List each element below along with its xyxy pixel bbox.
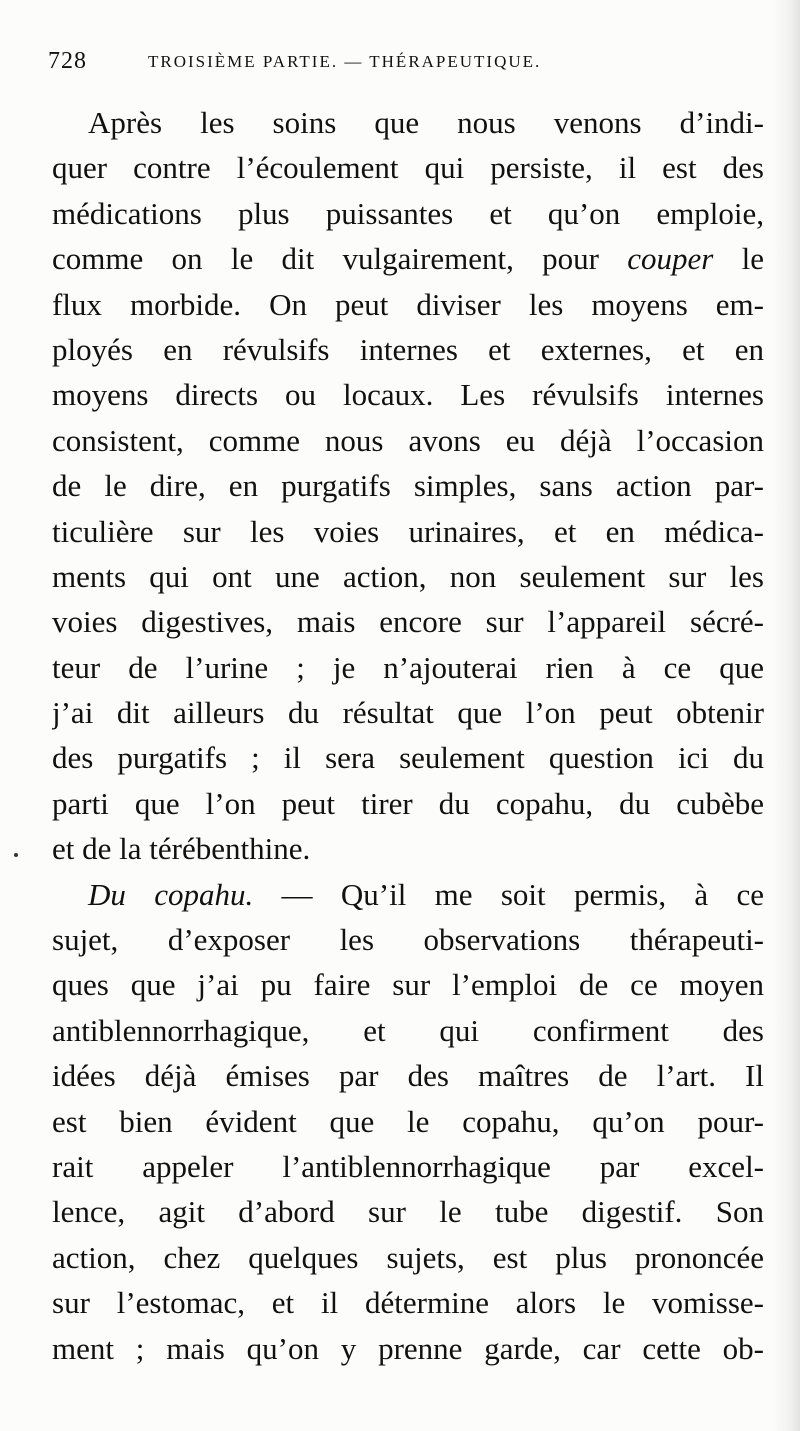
ink-speck: [14, 853, 18, 857]
text-line: flux morbide. On peut diviser les moyens em-: [52, 286, 764, 322]
text-segment: — Qu’il me soit permis, à ce: [253, 876, 764, 912]
text-line: de le dire, en purgatifs simples, sans action par-: [52, 468, 764, 504]
italic-word: couper: [627, 241, 714, 277]
text-line: des purgatifs ; il sera seulement question ici du: [52, 740, 764, 776]
text-line: consistent, comme nous avons eu déjà l’occasion: [52, 422, 764, 458]
text-line: lence, agit d’abord sur le tube digestif. Son: [52, 1194, 764, 1230]
text-line: et de la térébenthine.: [52, 831, 311, 867]
text-line: quer contre l’écoulement qui persiste, il est des: [52, 150, 764, 186]
page-number: 728: [48, 48, 87, 74]
text-line: voies digestives, mais encore sur l’appareil sécré-: [52, 604, 764, 640]
text-line: [52, 236, 764, 281]
running-header: [48, 48, 748, 78]
text-line: Après les soins que nous venons d’indi-: [88, 105, 764, 140]
text-line: parti que l’on peut tirer du copahu, du cubèbe: [52, 785, 764, 821]
text-line: ments qui ont une action, non seulement sur les: [52, 558, 764, 594]
page-gutter-shadow: [772, 0, 800, 1431]
text-line: ployés en révulsifs internes et externes, et en: [52, 331, 764, 367]
text-segment: le: [713, 241, 764, 277]
text-line: sur l’estomac, et il détermine alors le vomisse-: [52, 1285, 764, 1321]
text-line: ticulière sur les voies urinaires, et en médica-: [52, 513, 764, 549]
text-line: [52, 872, 764, 917]
body-text: [52, 100, 764, 1371]
text-line: antiblennorrhagique, et qui confirment des: [52, 1012, 764, 1048]
text-line: est bien évident que le copahu, qu’on pour-: [52, 1103, 764, 1139]
text-line: ment ; mais qu’on y prenne garde, car cette ob-: [52, 1330, 764, 1366]
text-line: action, chez quelques sujets, est plus prononcée: [52, 1239, 764, 1275]
text-line: j’ai dit ailleurs du résultat que l’on peut obtenir: [52, 695, 764, 731]
text-line: ques que j’ai pu faire sur l’emploi de ce moyen: [52, 967, 764, 1003]
text-line: médications plus puissantes et qu’on emploie,: [52, 195, 764, 231]
text-line: moyens directs ou locaux. Les révulsifs internes: [52, 377, 764, 413]
text-segment: comme on le dit vulgairement, pour: [52, 241, 628, 277]
text-line: teur de l’urine ; je n’ajouterai rien à ce que: [52, 649, 764, 685]
text-line: sujet, d’exposer les observations thérapeuti-: [52, 922, 764, 958]
running-title: TROISIÈME PARTIE. — THÉRAPEUTIQUE.: [148, 52, 542, 71]
section-heading-italic: Du copahu.: [88, 876, 254, 912]
text-line: idées déjà émises par des maîtres de l’art. Il: [52, 1058, 764, 1094]
text-line: rait appeler l’antiblennorrhagique par excel-: [52, 1148, 764, 1184]
